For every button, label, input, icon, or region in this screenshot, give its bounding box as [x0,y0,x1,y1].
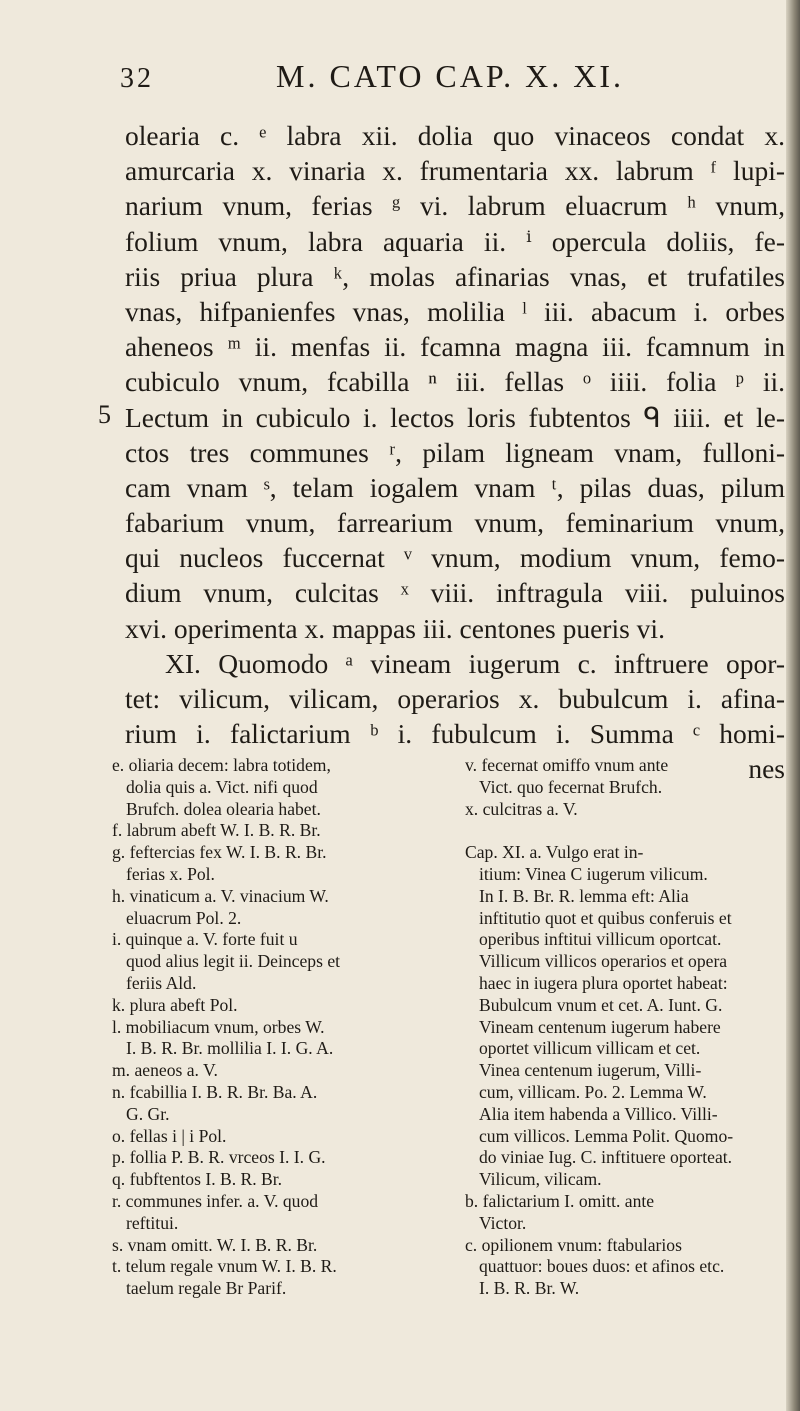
text-line: nes [748,753,785,785]
footnote-line: taelum regale Br Parif. [126,1278,287,1299]
text-line: tet: vilicum, vilicam, operarios x. bubulcum i. afina- [125,683,785,714]
text-line: fabarium vnum, farrearium vnum, feminarium vnum, [125,507,785,539]
footnote-line: quod alius legit ii. Deinceps et [126,951,341,972]
footnote-line: Vilicum, vilicam. [479,1169,602,1190]
text-line: XI. Quomodo ᵃ vineam iugerum c. inftruere opor- [165,647,785,679]
footnote-line: eluacrum Pol. 2. [126,907,242,928]
footnote-line: q. fubftentos I. B. R. Br. [112,1169,283,1190]
text-line: cubiculo vnum, fcabilla ⁿ iii. fellas ᵒ iiii. folia ᵖ ii. [125,366,785,398]
footnote-line: p. follia P. B. R. vrceos I. I. G. [112,1147,326,1168]
footnote-line: In I. B. Br. R. lemma eft: Alia [479,885,689,906]
text-line: xvi. operimenta x. mappas iii. centones pueris vi. [125,612,665,644]
footnote-line: operibus inftitui villicum oportcat. [479,929,722,950]
footnote-line: feriis Ald. [126,972,197,993]
text-line: dium vnum, culcitas ˣ viii. inftragula viii. puluinos [125,577,785,609]
footnote-line: g. feftercias fex W. I. B. R. Br. [112,842,327,863]
footnote-line: G. Gr. [126,1103,170,1124]
text-line: Lectum in cubiculo i. lectos loris fubtentos ᑫ iiii. et le- [125,401,785,433]
footnote-line: dolia quis a. Vict. nifi quod [126,776,318,797]
footnote-line: Brufch. dolea olearia habet. [126,798,321,819]
footnote-line: do viniae Iug. C. inftituere oporteat. [479,1147,733,1168]
footnotes [112,755,790,1300]
text-line: vnas, hifpanienfes vnas, molilia ˡ iii. abacum i. orbes [125,295,785,327]
footnote-line: Victor. [479,1212,527,1233]
footnote-line: o. fellas i | i Pol. [112,1125,227,1146]
footnote-line: cum, villicam. Po. 2. Lemma W. [479,1081,707,1102]
text-line: qui nucleos fuccernat ᵛ vnum, modium vnum, femo- [125,542,785,574]
footnote-line: itium: Vinea C iugerum vilicum. [479,863,708,884]
footnote-line: Alia item habenda a Villico. Villi- [479,1103,718,1124]
footnote-line: I. B. R. Br. W. [479,1278,580,1299]
text-line: folium vnum, labra aquaria ii. ⁱ opercula doliis, fe- [125,225,785,257]
page-header [120,58,720,102]
footnote-line: Villicum villicos operarios et opera [479,951,728,972]
footnote-line: haec in iugera plura oportet habeat: [479,972,728,993]
footnote-line: l. mobiliacum vnum, orbes W. [112,1016,325,1037]
footnote-line: oportet villicum villicam et cet. [479,1038,701,1059]
footnote-line: x. culcitras a. V. [465,798,578,819]
text-line: olearia c. ᵉ labra xii. dolia quo vinaceos condat x. [125,120,785,151]
line-number-marker: 5 [98,399,111,429]
footnote-line: quattuor: boues duos: et afinos etc. [479,1256,725,1277]
footnote-line: e. oliaria decem: labra totidem, [112,755,331,775]
text-line: rium i. falictarium ᵇ i. fubulcum i. Summa ᶜ homi- [125,718,785,750]
footnotes-left-column [112,755,437,1300]
footnote-line: f. labrum abeft W. I. B. R. Br. [112,820,321,841]
footnote-line: Vinea centenum iugerum, Villi- [479,1060,702,1081]
footnote-line: m. aeneos a. V. [112,1060,218,1081]
text-line: aheneos ᵐ ii. menfas ii. fcamna magna iii. fcamnum in [125,331,785,363]
footnote-line: Bubulcum vnum et cet. A. Iunt. G. [479,994,723,1015]
footnote-line: s. vnam omitt. W. I. B. R. Br. [112,1234,318,1255]
text-line: ctos tres communes ʳ, pilam ligneam vnam, fulloni- [125,436,785,468]
footnote-line: Cap. XI. a. Vulgo erat in- [465,842,644,863]
footnote-line [465,820,790,842]
text-line: amurcaria x. vinaria x. frumentaria xx. labrum ᶠ lupi- [125,155,785,187]
text-line: cam vnam ˢ, telam iogalem vnam ᵗ, pilas duas, pilum [125,471,785,503]
footnote-line: ferias x. Pol. [126,863,215,884]
page-number: 32 [120,63,154,94]
text-line: riis priua plura ᵏ, molas afinarias vnas, et trufatiles [125,260,785,292]
footnote-line: Vict. quo fecernat Brufch. [479,776,663,797]
footnote-line: c. opilionem vnum: ftabularios [465,1234,682,1255]
running-head: M. CATO CAP. X. XI. [275,58,624,94]
footnote-line: v. fecernat omiffo vnum ante [465,755,669,775]
text-line: narium vnum, ferias ᵍ vi. labrum eluacrum ʰ vnum, [125,190,785,222]
footnote-line: b. falictarium I. omitt. ante [465,1190,655,1211]
footnote-line: n. fcabillia I. B. R. Br. Ba. A. [112,1081,318,1102]
footnote-line: t. telum regale vnum W. I. B. R. [112,1256,337,1277]
footnote-line: I. B. R. Br. mollilia I. I. G. A. [126,1038,334,1059]
footnote-line: r. communes infer. a. V. quod [112,1190,319,1211]
footnote-line: i. quinque a. V. forte fuit u [112,929,298,950]
footnote-line: inftitutio quot et quibus conferuis et [479,907,732,928]
footnote-line: Vineam centenum iugerum habere [479,1016,721,1037]
footnote-line: k. plura abeft Pol. [112,994,238,1015]
footnotes-right-column [465,755,790,1300]
footnote-line: cum villicos. Lemma Polit. Quomo- [479,1125,734,1146]
footnote-line: h. vinaticum a. V. vinacium W. [112,885,329,906]
footnote-line: reftitui. [126,1212,179,1233]
main-text-block [125,118,785,787]
